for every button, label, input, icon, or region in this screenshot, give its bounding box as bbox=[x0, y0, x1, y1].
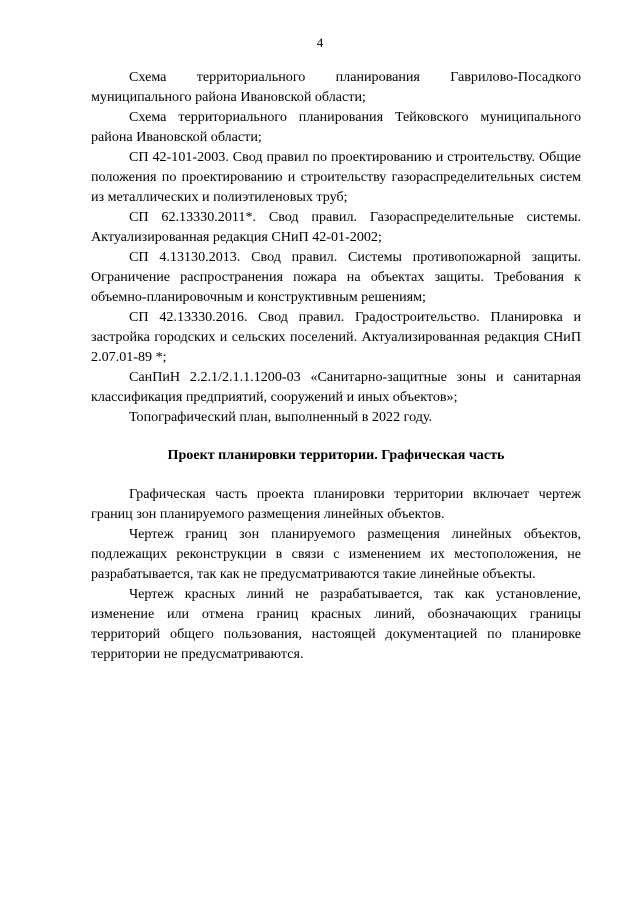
page-content bbox=[91, 67, 581, 664]
spacer bbox=[91, 465, 581, 484]
section-paragraph-2: Чертеж границ зон планируемого размещения линейных объектов, подлежащих реконструкции в связи с изменением их местоположения, не разрабатывается, так как не предусматриваются такие линейные объекты. bbox=[91, 526, 581, 582]
reference-item-1: Схема территориального планирования Гаврилово-Посадкого муниципального района Ивановской области; bbox=[91, 69, 581, 105]
reference-item-7: СанПиН 2.2.1/2.1.1.1200-03 «Санитарно-защитные зоны и санитарная классификация предприятий, сооружений и иных объектов»; bbox=[91, 369, 581, 405]
reference-item-2: Схема территориального планирования Тейковского муниципального района Ивановской области; bbox=[91, 109, 581, 145]
section-paragraph-1: Графическая часть проекта планировки территории включает чертеж границ зон планируемого размещения линейных объектов. bbox=[91, 486, 581, 522]
page-number: 4 bbox=[316, 35, 324, 50]
reference-item-8: Топографический план, выполненный в 2022 году. bbox=[129, 409, 433, 425]
spacer bbox=[91, 427, 581, 445]
reference-item-3: СП 42-101-2003. Свод правил по проектированию и строительству. Общие положения по проектированию и строительству газораспределительных систем из металлических и полиэтиленовых труб; bbox=[91, 149, 581, 205]
section-paragraph-3: Чертеж красных линий не разрабатывается, так как установление, изменение или отмена границ красных линий, обозначающих границы территорий общего пользования, настоящей документацией по планировке территории не предусматриваются. bbox=[91, 586, 581, 662]
reference-item-5: СП 4.13130.2013. Свод правил. Системы противопожарной защиты. Ограничение распространения пожара на объектах защиты. Требования к объемно-планировочным и конструктивным решениям; bbox=[91, 249, 581, 305]
reference-item-4: СП 62.13330.2011*. Свод правил. Газораспределительные системы. Актуализированная редакция СНиП 42-01-2002; bbox=[91, 209, 581, 245]
reference-item-6: СП 42.13330.2016. Свод правил. Градостроительство. Планировка и застройка городских и сельских поселений. Актуализированная редакция СНиП 2.07.01-89 *; bbox=[91, 309, 581, 365]
section-heading: Проект планировки территории. Графическая часть bbox=[167, 447, 505, 463]
